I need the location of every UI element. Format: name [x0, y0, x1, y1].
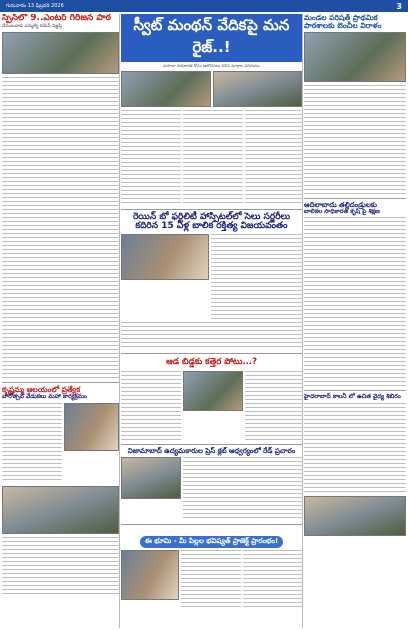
- right-headline-2: ఆదిలాబాదు తల్లిదండ్రులకు: [304, 200, 377, 209]
- right-headline-2b: బాలికల సాధికారత కృషి పై శిక్షణ: [304, 208, 380, 216]
- center-photo-5: [121, 457, 181, 499]
- left-headline-2: కృష్ణమ్మ ఆలయంలో ప్రత్యేక: [2, 385, 81, 395]
- column-divider: [302, 14, 303, 628]
- center-article-text-4a: [121, 371, 181, 441]
- center-headline-5: ఈ భూమి - మీ పిల్లల భవిష్యత్ ప్రాజెక్ట్ ప్రారంభం!: [140, 536, 283, 548]
- center-article-text-2: [211, 234, 302, 320]
- center-headline-4: నిజామాబాద్ ఉద్యమకారుల ప్రెస్ క్లబ్ ఆధ్వర్యంలో రేడ్ ప్రచారం: [127, 446, 296, 455]
- left-photo-1: [2, 32, 119, 74]
- left-photo-2: [64, 403, 119, 451]
- right-photo-2: [304, 496, 406, 536]
- header-date: గురువారం 13 ఫిబ్రవరి 2026: [6, 2, 64, 9]
- left-headline-1: స్పిన్‌లో 9..ఎంటర్ గిరిజన పాఠ: [2, 14, 111, 23]
- center-photo-3: [121, 234, 209, 280]
- left-column: [2, 14, 119, 628]
- divider: [304, 198, 406, 199]
- right-headline-1b: పాఠశాలకు బెంచీల విరాళం: [304, 20, 382, 30]
- center-column: [121, 14, 302, 628]
- left-article-text-3: [2, 537, 119, 597]
- left-headline-2b: వారోత్సవ వేడుకలు మహా కార్యక్రమం: [2, 393, 87, 401]
- divider: [121, 524, 302, 525]
- center-photo-2: [213, 71, 302, 107]
- left-article-text-2: [2, 403, 62, 483]
- header-page-number: 3: [396, 1, 402, 11]
- page-header-bar: [0, 0, 408, 12]
- center-main-headline-2: కదిరిన 15 ఏళ్ల బాలిక రక్తిత్య విజయవంతం: [135, 221, 288, 232]
- center-article-text-6b: [243, 550, 302, 610]
- left-photo-3: [2, 486, 119, 534]
- center-main-headline-1: రెయిన్ బో ఫర్టిలిటీ హాస్పిటల్‌లో సెలు సర్జరీలు: [132, 212, 291, 222]
- left-article-text-1: [2, 77, 119, 379]
- divider: [2, 382, 119, 383]
- right-headline-1: మండల పరిషత్ ప్రాథమిక: [304, 14, 378, 22]
- center-photo-6: [121, 550, 179, 600]
- center-article-text-6a: [181, 550, 241, 610]
- center-photo-1: [121, 71, 211, 107]
- right-headline-3: హైదరాబాద్ కాలనీ లో ఉచిత వైద్య శిబిరం: [304, 393, 401, 401]
- center-article-text-1a: [121, 110, 181, 206]
- center-article-text-1b: [183, 110, 243, 206]
- divider: [121, 209, 302, 210]
- right-photo-1: [304, 32, 406, 82]
- column-divider: [119, 14, 120, 628]
- center-photo-4: [183, 371, 243, 411]
- right-article-text-1: [304, 85, 406, 195]
- center-article-text-1c: [245, 110, 302, 206]
- right-article-text-2: [304, 217, 406, 387]
- center-article-text-5: [183, 457, 302, 521]
- left-subheadline-1: వేములవాడ ఎమ్మెల్యే రమేష్ విజ్ఞప్తి: [2, 24, 62, 30]
- divider: [304, 390, 406, 391]
- center-banner-sub: మహిళా సాధికారత కోసం ఆలోచనలు నవీన మార్గాల పరిచయం: [163, 63, 260, 68]
- divider: [121, 353, 302, 354]
- center-article-text-4b: [245, 371, 302, 441]
- divider: [121, 444, 302, 445]
- center-banner-headline: స్వీట్ మంథన్ వేదికపై మన రైజ్..!: [121, 14, 302, 62]
- right-article-text-3: [304, 403, 406, 493]
- center-article-text-3: [121, 322, 302, 350]
- center-headline-3: ఆడ బిడ్డకు కత్తెర పోటు...?: [165, 356, 258, 367]
- right-column: [304, 14, 406, 628]
